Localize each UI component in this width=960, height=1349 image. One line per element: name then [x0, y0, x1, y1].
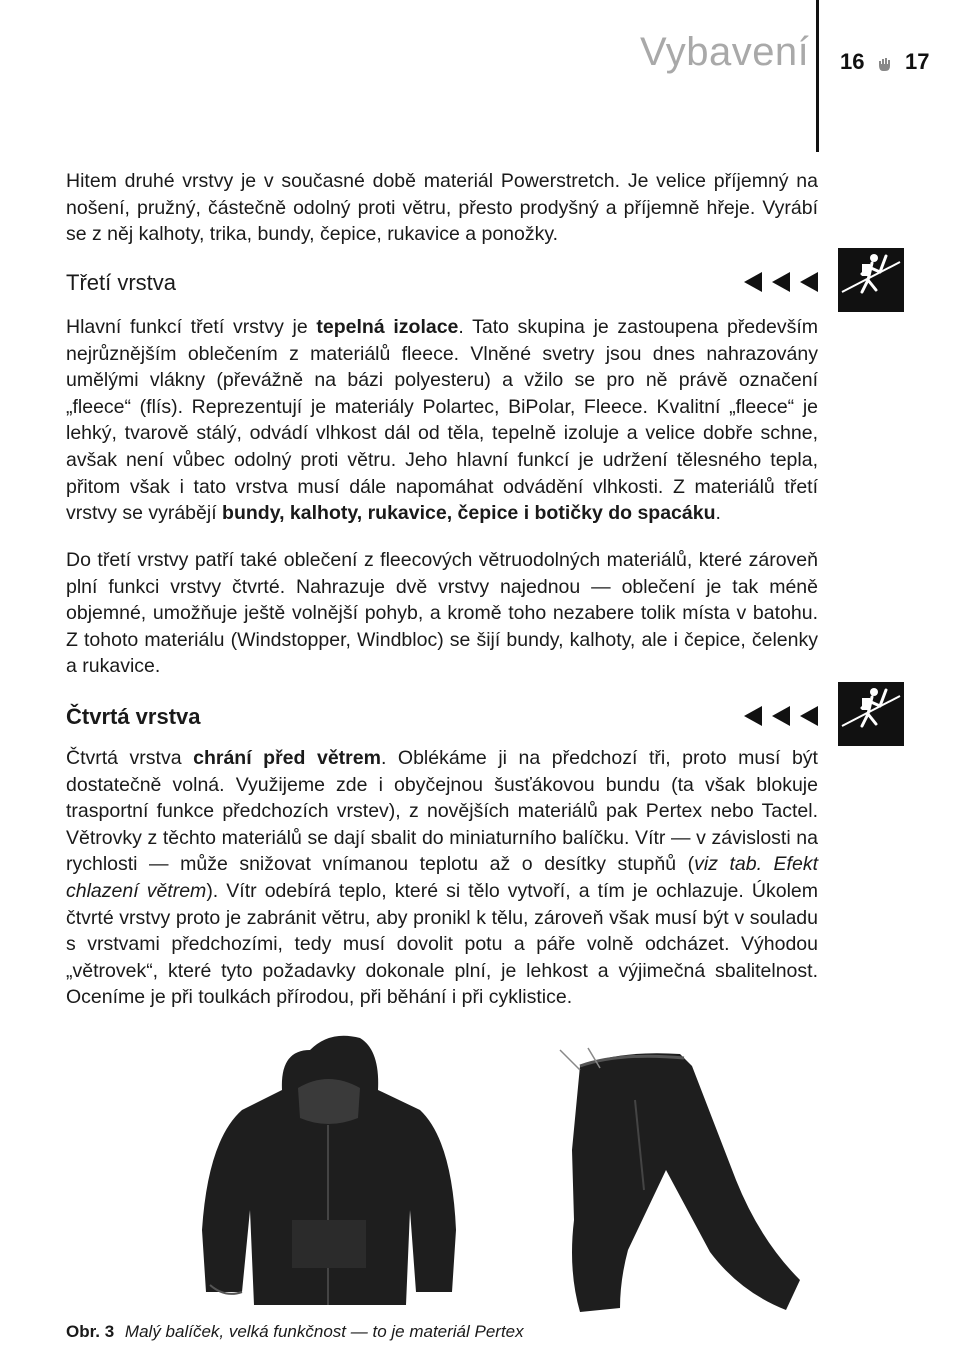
- triple-arrow-icon: [740, 704, 820, 728]
- pertex-clothing-photo: [60, 1030, 820, 1320]
- fourth-layer-paragraph: [66, 745, 818, 1011]
- text-run: ). Vítr odebírá teplo, které si tělo vytvoří, a tím je ochlazuje. Úkolem čtvrté vrstvy proto je zabránit větru, aby pronikl k tělu, zároveň však musí být v souladu s vrstvami předchozími, tedy musí dovolit potu a páře volně odcházet. Výhodou „větrovek“, které tyto požadavky dokonale plní, je lehkost a výjimečná sbalitelnost. Oceníme je při toulkách přírodou, při běhání i při cyklistice.: [66, 879, 818, 1009]
- page-number-left: 16: [840, 49, 865, 74]
- header-rule: [816, 0, 819, 152]
- intro-paragraph: Hitem druhé vrstvy je v současné době materiál Powerstretch. Je velice příjemný na nošení, pružný, částečně odolný proti větru, přesto prodyšný a příjemně hřeje. Vyrábí se z něj kalhoty, trika, bundy, čepice, rukavice a ponožky.: [66, 170, 818, 246]
- figure-label: Obr. 3: [66, 1322, 115, 1341]
- page-number-right: 17: [905, 49, 930, 74]
- text-run: . Oblékáme ji na předchozí tři, proto musí být dostatečně volná. Využijeme zde i obyčejnou šusťákovou bundu (ta však blokuje trasportní funkce předchozích vrstev), z novějších materiálů pak Pertex nebo Tactel. Větrovky z těchto materiálů se dají sbalit do miniaturního balíčku. Vítr — v závislosti na rychlosti — může snižovat vnímanou teplotu až o desítky stupňů (: [66, 747, 818, 876]
- section-heading-third: Třetí vrstva: [66, 270, 177, 295]
- text-run: Čtvrtá vrstva: [66, 747, 194, 769]
- hiker-icon: [838, 682, 904, 746]
- jacket-image: [202, 1036, 456, 1305]
- triple-arrow-icon: [740, 270, 820, 294]
- emphasis-clothing-list: bundy, kalhoty, rukavice, čepice i botičky do spacáku: [222, 502, 716, 525]
- third-layer-paragraph-1: [66, 314, 818, 527]
- reference-table-link: viz tab. Efekt chlazení větrem: [66, 853, 818, 902]
- emphasis-wind-protection: chrání před větrem: [193, 747, 381, 769]
- hand-icon: [876, 55, 894, 73]
- third-layer-paragraph-2: Do třetí vrstvy patří také oblečení z fleecových větruodolných materiálů, které zároveň plní funkci vrstvy čtvrté. Nahrazuje dvě vrstvy najednou — oblečení je tak méně objemné, umožňuje ještě volnější pohyb, a kromě toho nezabere tolik místa v batohu. Z tohoto materiálu (Windstopper, Windbloc) se šijí bundy, kalhoty, ale i čepice, čelenky a rukavice.: [66, 549, 818, 678]
- text-run: .: [715, 502, 721, 525]
- trousers-image: [560, 1048, 800, 1312]
- page-title: Vybavení: [640, 30, 810, 74]
- section-heading-fourth: Čtvrtá vrstva: [66, 704, 201, 729]
- text-run: Hlavní funkcí třetí vrstvy je: [66, 316, 317, 338]
- hiker-icon: [838, 248, 904, 312]
- figure-caption: [66, 1322, 524, 1342]
- emphasis-thermal-insulation: tepelná izolace: [316, 316, 459, 338]
- figure-caption-text: Malý balíček, velká funkčnost — to je materiál Pertex: [124, 1322, 524, 1341]
- text-run: . Tato skupina je zastoupena především nejrůznějším oblečením z materiálů fleece. Vlněné svetry jsou dnes nahrazovány umělými vlákny (převážně na bázi polyesteru) a vžilo se pro ně právě označení „fleece“ (flís). Reprezentují je materiály Polartec, BiPolar, Fleece. Kvalitní „fleece“ je lehký, tvarově stálý, odvádí vlhkost dál od těla, tepelně izoluje a velice dobře schne, avšak není vůbec odolný proti větru. Jeho hlavní funkcí je udržení tělesného tepla, přitom však i tato vrstva musí dále napomáhat odvádění vlhkosti. Z materiálů třetí vrstvy se vyrábějí: [66, 316, 818, 525]
